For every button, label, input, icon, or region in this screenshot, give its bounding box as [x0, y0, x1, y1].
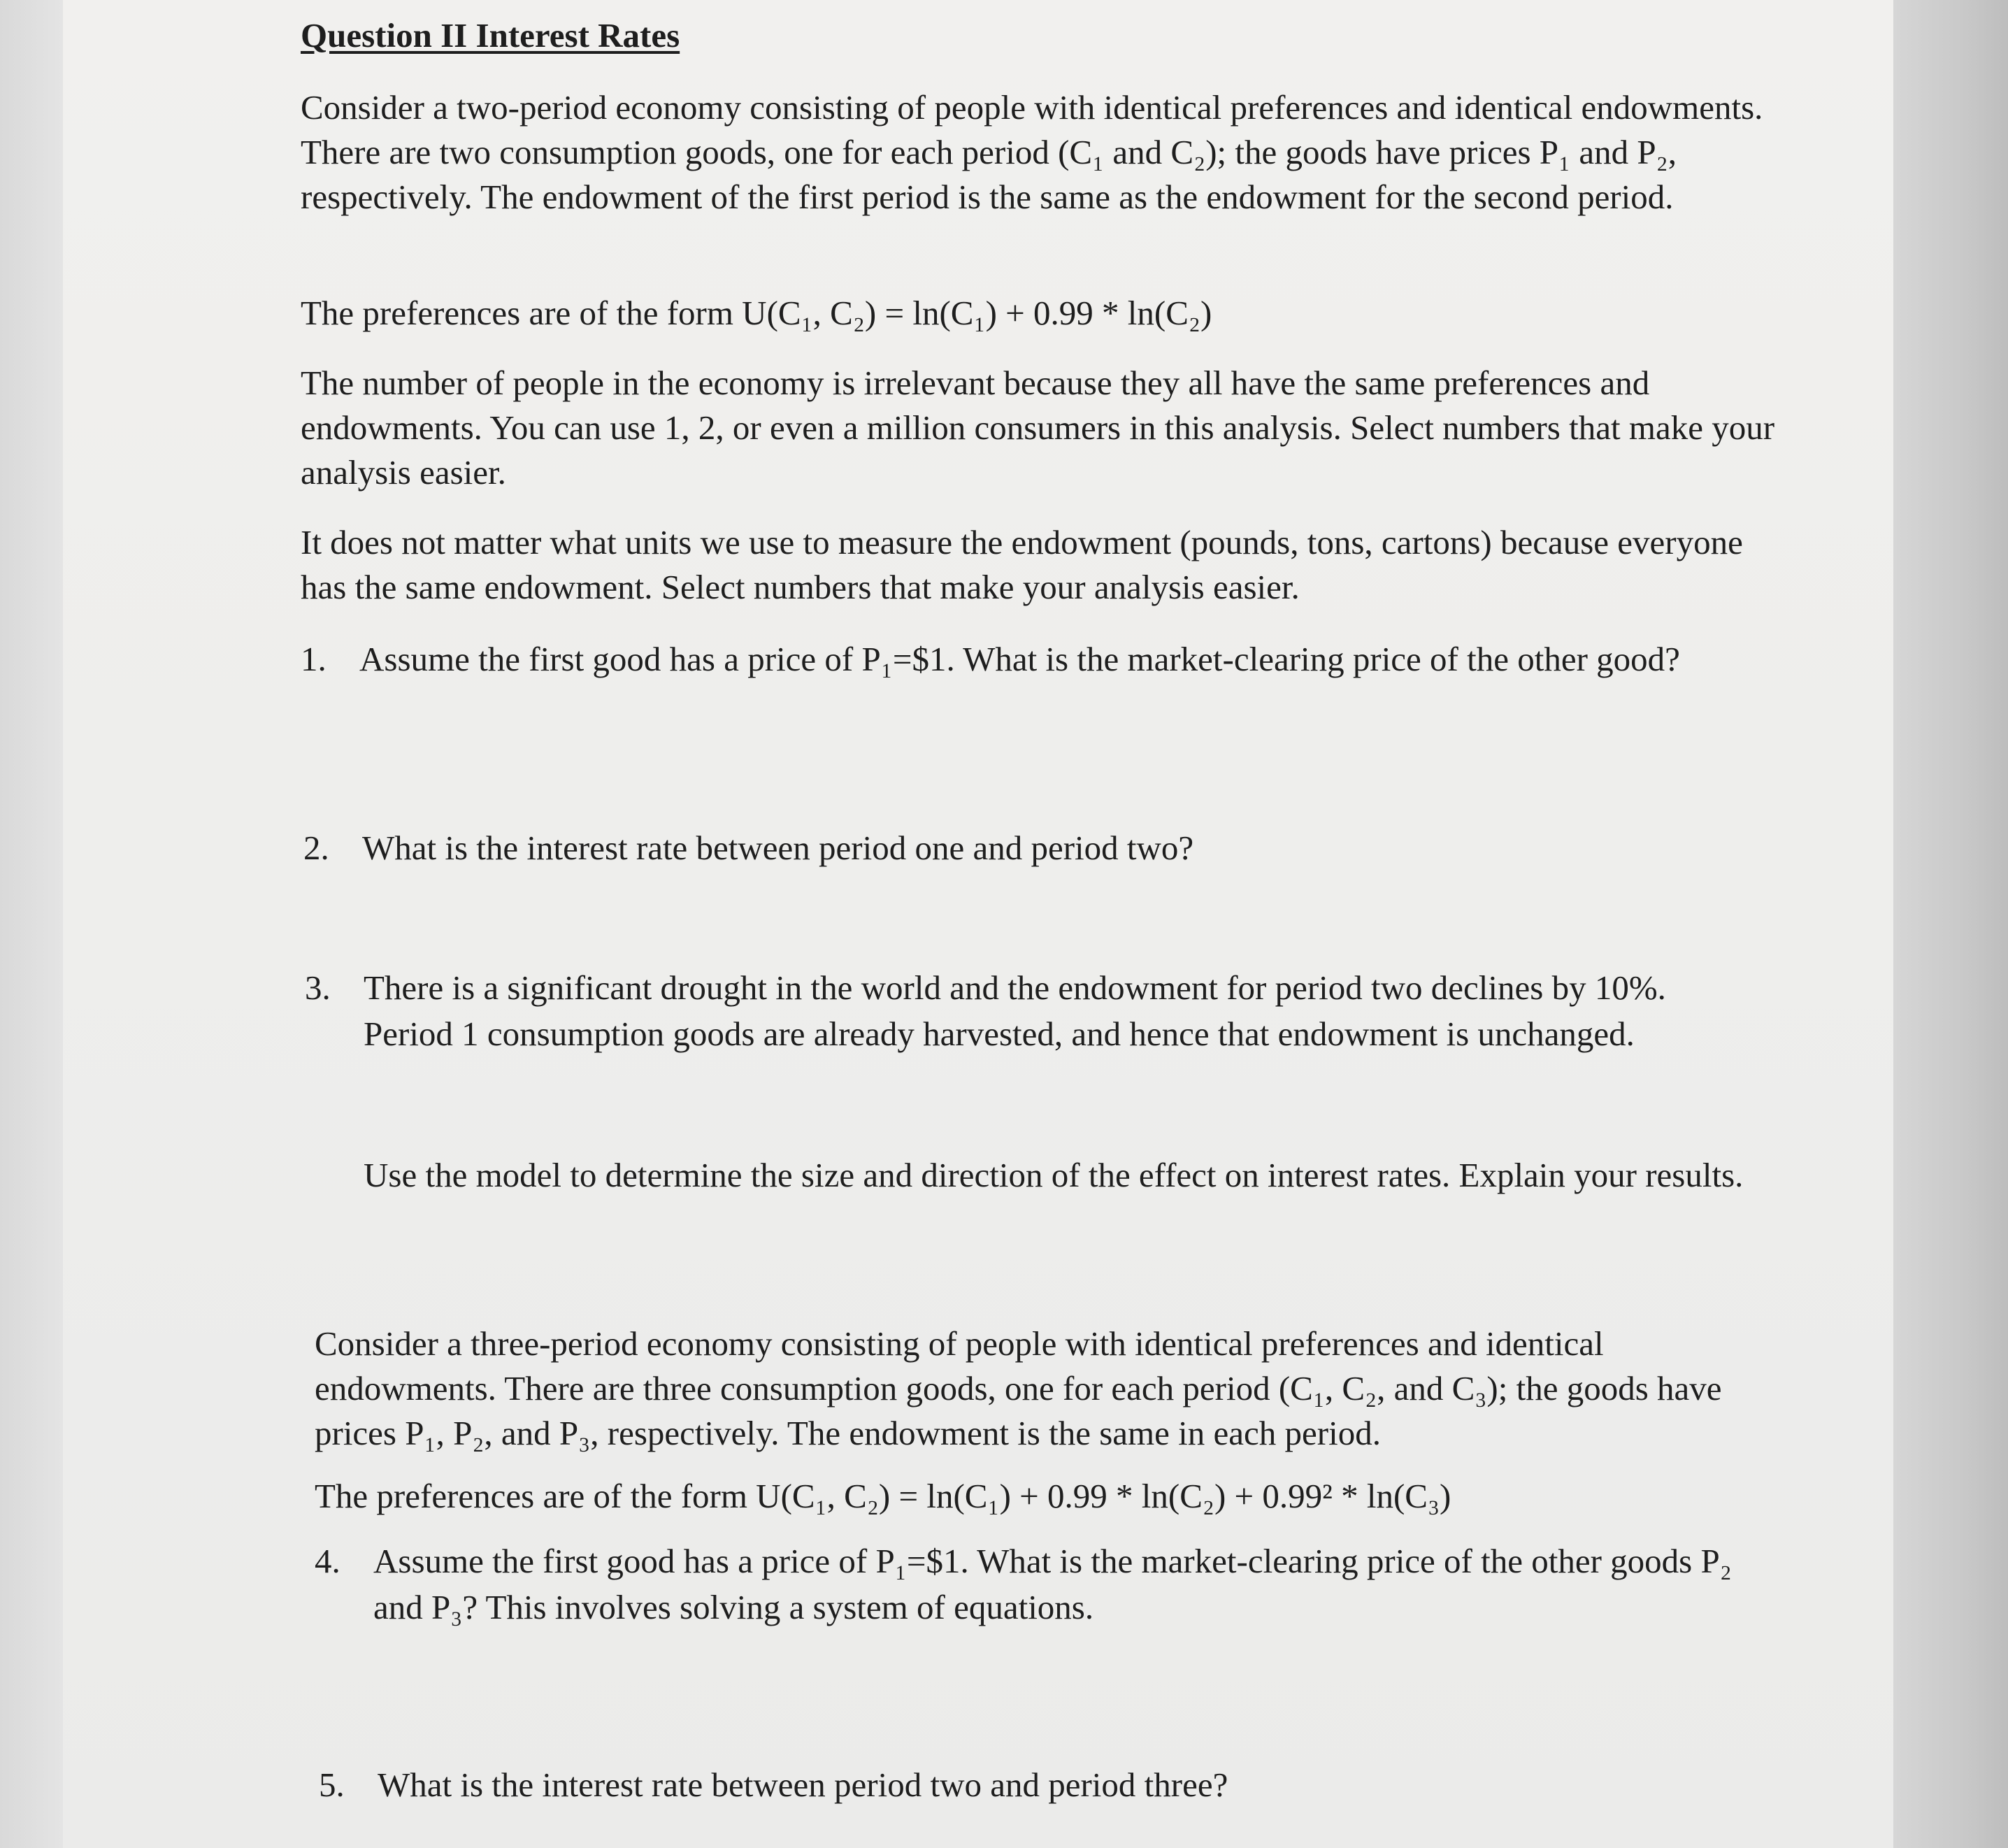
question-text: Assume the first good has a price of P₁=$1. What is the market-clearing price of the other goods P₂ and P₃? This involves solving a system of equations. [373, 1542, 1732, 1626]
three-period-paragraph: Consider a three-period economy consisting of people with identical preferences and identical endowments. There are three consumption goods, one for each period (C₁, C₂, and C₃); the goods have prices P₁, P₂, and P₃, respectively. The endowment is the same in each period. [315, 1324, 1722, 1452]
question-text: What is the interest rate between period one and period two? [362, 829, 1194, 867]
units-paragraph: It does not matter what units we use to measure the endowment (pounds, tons, cartons) because everyone has the same endowment. Select numbers that make your analysis easier. [301, 523, 1743, 606]
question-3 [305, 965, 1734, 1057]
question-text: What is the interest rate between period two and period three? [378, 1765, 1228, 1804]
question-number: 5. [319, 1765, 345, 1804]
question-number: 4. [315, 1542, 340, 1580]
three-period-preferences: The preferences are of the form U(C₁, C₂) = ln(C₁) + 0.99 * ln(C₂) + 0.99² * ln(C₃) [315, 1477, 1451, 1515]
question-1 [301, 636, 1779, 682]
document-page [63, 0, 1893, 1848]
population-paragraph: The number of people in the economy is irrelevant because they all have the same preferences and endowments. You can use 1, 2, or even a million consumers in this analysis. Select numbers that make your analysis easier. [301, 364, 1775, 492]
question-text: Assume the first good has a price of P₁=$1. What is the market-clearing price of the other good? [359, 640, 1680, 678]
document-body [301, 0, 1797, 1848]
question-2 [303, 825, 1781, 871]
monitor-bezel-right [1893, 0, 2008, 1848]
question-text: There is a significant drought in the world and the endowment for period two declines by 10%. Period 1 consumption goods are already harvested, and hence that endowment is unchanged. [364, 968, 1666, 1053]
monitor-bezel-left [0, 0, 63, 1848]
intro-paragraph: Consider a two-period economy consisting of people with identical preferences and identical endowments. There are two consumption goods, one for each period (C₁ and C₂); the goods have prices P₁ and P₂, respectively. The endowment of the first period is the same as the endowment for the second period. [301, 88, 1763, 216]
question-5 [319, 1762, 1783, 1808]
question-3-followup: Use the model to determine the size and direction of the effect on interest rates. Explain your results. [364, 1156, 1744, 1194]
question-number: 3. [305, 968, 331, 1007]
question-number: 1. [301, 640, 327, 678]
page-title: Question II Interest Rates [301, 16, 680, 55]
question-number: 2. [303, 829, 329, 867]
question-4 [315, 1538, 1779, 1631]
preferences-formula: The preferences are of the form U(C₁, C₂) = ln(C₁) + 0.99 * ln(C₂) [301, 294, 1212, 332]
